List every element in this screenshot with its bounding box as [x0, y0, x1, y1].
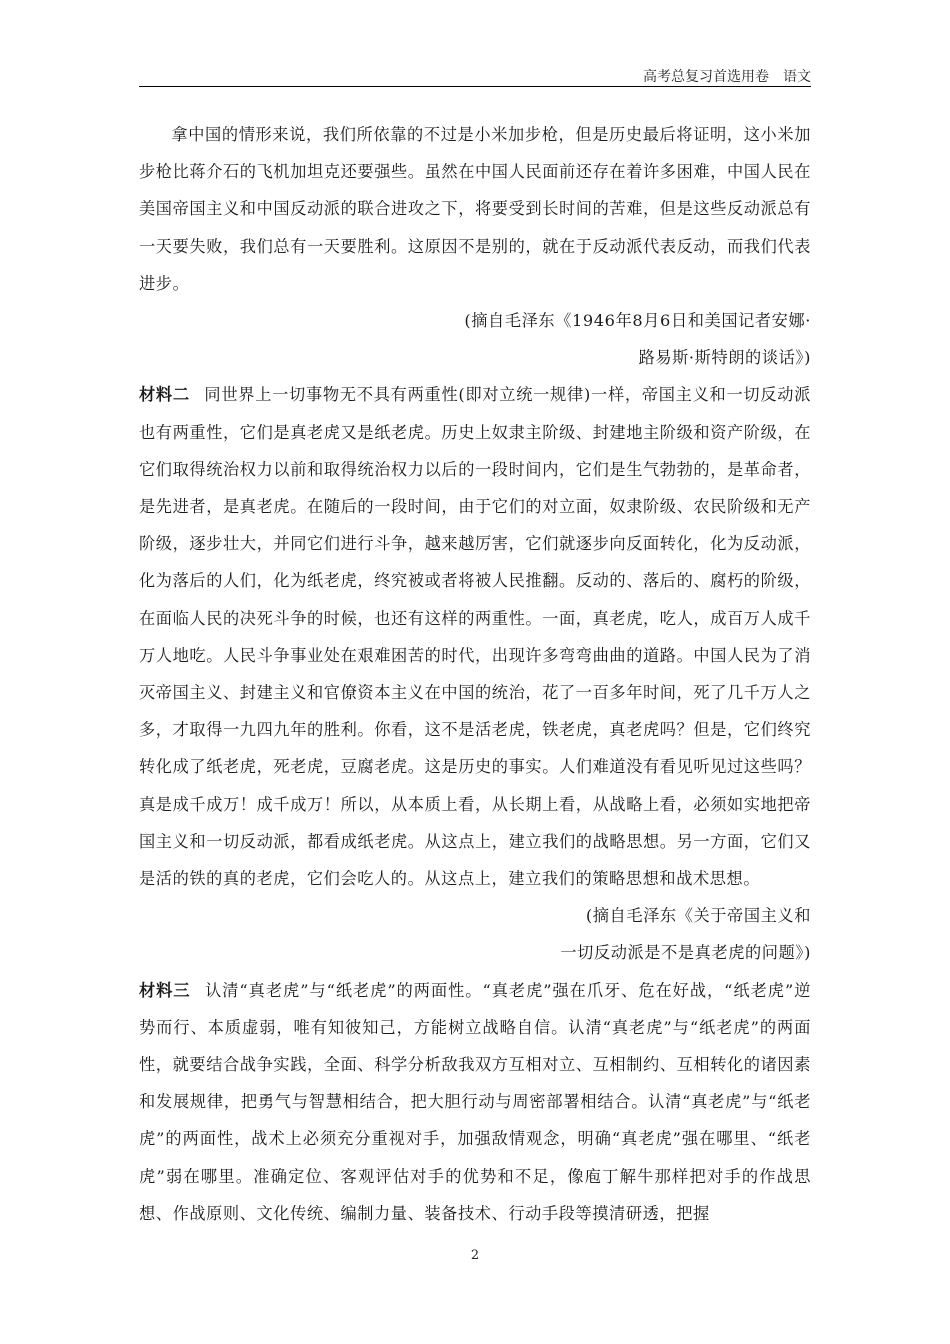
material-2: [139, 376, 811, 897]
page-number: 2: [470, 1248, 480, 1263]
source-1-line-2: 路易斯·斯特朗的谈话》): [638, 348, 811, 368]
material-3-label: 材料三: [139, 980, 191, 1000]
page-header: 高考总复习首选用卷 语文: [643, 69, 811, 85]
material-2-label: 材料二: [139, 385, 190, 405]
material-2-text: 同世界上一切事物无不具有两重性(即对立统一规律)一样，帝国主义和一切反动派也有两重性，它们是真老虎又是纸老虎。历史上奴隶主阶级、封建地主阶级和资产阶级，在它们取得统治权力以前和取得统治权力以后的一段时间内，它们是生气勃勃的，是革命者，是先进者，是真老虎。在随后的一段时间，由于它们的对立面，奴隶阶级、农民阶级和无产阶级，逐步壮大，并同它们进行斗争，越来越厉害，它们就逐步向反面转化，化为反动派，化为落后的人们，化为纸老虎，终究被或者将被人民推翻。反动的、落后的、腐朽的阶级，在面临人民的决死斗争的时候，也还有这样的两重性。一面，真老虎，吃人，成百万人成千万人地吃。人民斗争事业处在艰难困苦的时代，出现许多弯弯曲曲的道路。中国人民为了消灭帝国主义、封建主义和官僚资本主义在中国的统治，花了一百多年时间，死了几千万人之多，才取得一九四九年的胜利。你看，这不是活老虎，铁老虎，真老虎吗？但是，它们终究转化成了纸老虎，死老虎，豆腐老虎。这是历史的事实。人们难道没有看见听见过这些吗？真是成千成万！成千成万！所以，从本质上看，从长期上看，从战略上看，必须如实地把帝国主义和一切反动派，都看成纸老虎。从这点上，建立我们的战略思想。另一方面，它们又是活的铁的真的老虎，它们会吃人的。从这点上，建立我们的策略思想和战术思想。: [139, 385, 812, 889]
material-3-text: 认清“真老虎”与“纸老虎”的两面性。“真老虎”强在爪牙、危在好战，“纸老虎”逆势而行、本质虚弱，唯有知彼知己，方能树立战略自信。认清“真老虎”与“纸老虎”的两面性，就要结合战争实践，全面、科学分析敌我双方互相对立、互相制约、互相转化的诸因素和发展规律，把勇气与智慧相结合，把大胆行动与周密部署相结合。认清“真老虎”与“纸老虎”的两面性，战术上必须充分重视对手，加强敌情观念，明确“真老虎”强在哪里、“纸老虎”弱在哪里。准确定位、客观评估对手的优势和不足，像庖丁解牛那样把对手的作战思想、作战原则、文化传统、编制力量、装备技术、行动手段等摸清研透，把握: [139, 980, 811, 1223]
source-1-line-1: (摘自毛泽东《1946年8月6日和美国记者安娜·: [464, 311, 811, 331]
paragraph-1: 拿中国的情形来说，我们所依靠的不过是小米加步枪，但是历史最后将证明，这小米加步枪比蒋介石的飞机加坦克还要强些。虽然在中国人民面前还存在着许多困难，中国人民在美国帝国主义和中国反动派的联合进攻之下，将要受到长时间的苦难，但是这些反动派总有一天要失败，我们总有一天要胜利。这原因不是别的，就在于反动派代表反动，而我们代表进步。: [139, 125, 811, 293]
header-rule: [139, 86, 811, 87]
material-3: [139, 972, 811, 1232]
source-2-line-1: (摘自毛泽东《关于帝国主义和: [585, 906, 811, 926]
document-body: [139, 116, 811, 1232]
source-2-line-2: 一切反动派是不是真老虎的问题》): [560, 943, 811, 963]
